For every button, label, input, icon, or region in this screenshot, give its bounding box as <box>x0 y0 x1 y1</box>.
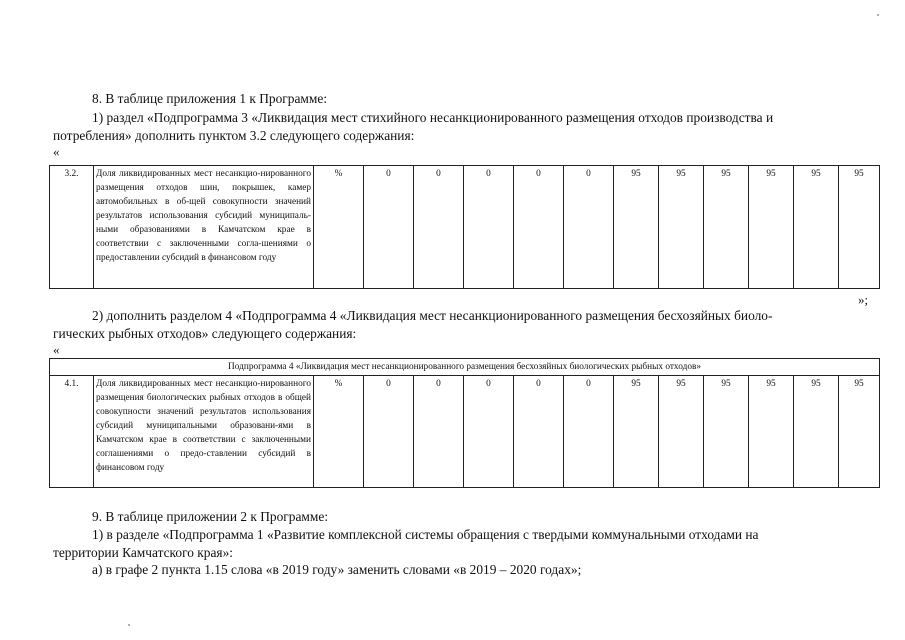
table-row <box>50 166 880 289</box>
value-cell: 95 <box>794 166 839 289</box>
value-cell: 0 <box>464 376 514 488</box>
subprogram-4-heading: Подпрограмма 4 «Ликвидация мест несанкционированного размещения бесхозяйных биологических рыбных отходов» <box>50 359 880 376</box>
value-cell: 0 <box>364 376 414 488</box>
value-cell: 95 <box>614 166 659 289</box>
value-cell: 95 <box>749 376 794 488</box>
value-cell: 0 <box>414 166 464 289</box>
value-cell: 0 <box>514 376 564 488</box>
item-number: 4.1. <box>50 376 94 488</box>
indicator-description: Доля ликвидированных мест несанкцио-нированного размещения отходов шин, покрышек, камер автомобильных в об-щей совокупности значений результатов использования субсидий муниципаль-ными образованиями в Камчатском крае в соответствии с заключенными согла-шениями о предоставлении субсидий в финансовом году <box>94 166 314 289</box>
table-row <box>50 376 880 488</box>
value-cell: 95 <box>839 166 880 289</box>
value-cell: 0 <box>564 376 614 488</box>
open-quote-2: « <box>53 342 60 357</box>
value-cell: 0 <box>464 166 514 289</box>
close-quote-1: »; <box>858 292 869 307</box>
value-cell: 0 <box>414 376 464 488</box>
value-cell: 95 <box>659 376 704 488</box>
value-cell: 95 <box>704 376 749 488</box>
value-cell: 0 <box>514 166 564 289</box>
para9-item1-line1: 1) в разделе «Подпрограмма 1 «Развитие комплексной системы обращения с твердыми коммунальными отходами на <box>92 527 759 542</box>
value-cell: 95 <box>839 376 880 488</box>
value-cell: 95 <box>704 166 749 289</box>
para8-item1-line1: 1) раздел «Подпрограмма 3 «Ликвидация мест стихийного несанкционированного размещения отходов производства и <box>92 110 774 125</box>
open-quote-1: « <box>53 144 60 159</box>
value-cell: 0 <box>564 166 614 289</box>
value-cell: 0 <box>364 166 414 289</box>
value-cell: 95 <box>614 376 659 488</box>
indicator-table-3-2 <box>49 165 880 289</box>
unit-cell: % <box>314 166 364 289</box>
table-header-row <box>50 359 880 376</box>
indicator-table-4-1 <box>49 358 880 488</box>
indicator-description: Доля ликвидированных мест несанкцио-нированного размещения биологических рыбных отходов в общей совокупности значений результатов использования субсидий муниципальными образовани-ями в Камчатском крае в соответствии с заключенными соглашениями о предо-ставлении субсидий в финансовом году <box>94 376 314 488</box>
value-cell: 95 <box>794 376 839 488</box>
para9-item1-line2: территории Камчатского края»: <box>53 545 234 560</box>
value-cell: 95 <box>659 166 704 289</box>
para8-item1-line2: потребления» дополнить пунктом 3.2 следующего содержания: <box>53 128 415 143</box>
scan-speck <box>128 624 130 626</box>
para8-title: 8. В таблице приложения 1 к Программе: <box>92 91 328 106</box>
para9-title: 9. В таблице приложении 2 к Программе: <box>92 509 329 524</box>
item-number: 3.2. <box>50 166 94 289</box>
para9-item-a: а) в графе 2 пункта 1.15 слова «в 2019 году» заменить словами «в 2019 – 2020 годах»; <box>92 562 582 577</box>
para8-item2-line1: 2) дополнить разделом 4 «Подпрограмма 4 «Ликвидация мест несанкционированного размещения бесхозяйных биоло- <box>92 308 773 323</box>
scan-speck <box>877 14 879 16</box>
unit-cell: % <box>314 376 364 488</box>
value-cell: 95 <box>749 166 794 289</box>
para8-item2-line2: гических рыбных отходов» следующего содержания: <box>53 326 357 341</box>
